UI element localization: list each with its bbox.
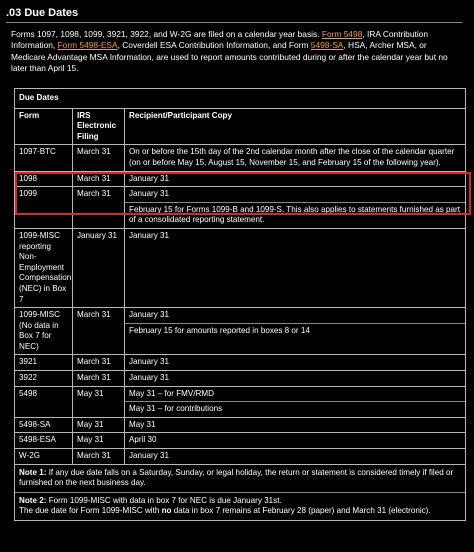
intro-text-4: , HSA, Archer MSA, or Medicare Advantage MSA Information, are used to report amounts contributed during or after the calendar year but no later than April 15. xyxy=(11,40,448,73)
form-cell: 1099 xyxy=(15,187,73,229)
note-2-line-2-a: The due date for Form 1099-MISC with xyxy=(19,506,160,516)
recipient-due-date: April 30 xyxy=(129,435,157,445)
recipient-due-date: February 15 for Forms 1099-B and 1099-S. This also applies to statements furnished as part of a consolidated reporting statement. xyxy=(125,202,465,226)
irs-filing-cell: January 31 xyxy=(73,228,125,307)
note-1 xyxy=(19,468,461,489)
recipient-cell xyxy=(125,417,466,433)
form-cell: 3922 xyxy=(15,371,73,387)
intro-text-2: , IRA Contribution Information, xyxy=(11,29,428,51)
form-cell: 1097-BTC xyxy=(15,145,73,171)
irs-filing-cell: May 31 xyxy=(73,386,125,417)
title-divider xyxy=(6,22,462,23)
recipient-due-date: February 15 for amounts reported in boxes 8 or 14 xyxy=(125,323,465,337)
irs-filing-cell: March 31 xyxy=(73,371,125,387)
table-row xyxy=(15,187,466,229)
irs-filing-cell: May 31 xyxy=(73,433,125,449)
recipient-due-date: January 31 xyxy=(129,173,170,183)
table-row xyxy=(15,171,466,187)
form-cell: 5498-ESA xyxy=(15,433,73,449)
table-row xyxy=(15,433,466,449)
recipient-due-date: January 31 xyxy=(129,189,170,199)
irs-filing-cell: March 31 xyxy=(73,187,125,229)
table-row xyxy=(15,386,466,417)
note-2-line-2-b: data in box 7 remains at February 28 (paper) and March 31 (electronic). xyxy=(173,506,431,516)
recipient-cell xyxy=(125,355,466,371)
form-cell: 1099-MISC reporting Non-Employment Compensation (NEC) in Box 7 xyxy=(15,228,73,307)
recipient-due-date: January 31 xyxy=(129,451,170,461)
recipient-cell xyxy=(125,171,466,187)
table-row xyxy=(15,228,466,307)
irs-filing-cell: March 31 xyxy=(73,145,125,171)
intro-text-3: , Coverdell ESA Contribution Information, and Form xyxy=(117,40,309,51)
recipient-cell xyxy=(125,228,466,307)
table-caption: Due Dates xyxy=(15,89,466,109)
table-row xyxy=(15,145,466,171)
due-dates-table xyxy=(14,88,466,521)
irs-filing-cell: May 31 xyxy=(73,417,125,433)
note-2-text: Form 1099-MISC with data in box 7 for NEC is due January 31st. xyxy=(48,495,282,505)
recipient-cell xyxy=(125,386,466,417)
recipient-cell xyxy=(125,449,466,465)
recipient-cell xyxy=(125,433,466,449)
recipient-due-date: May 31 – for contributions xyxy=(125,401,465,415)
note-1-label: Note 1: xyxy=(19,467,47,477)
table-row xyxy=(15,355,466,371)
table-body xyxy=(15,145,466,464)
recipient-cell xyxy=(125,308,466,355)
irs-filing-cell: March 31 xyxy=(73,308,125,355)
table-row xyxy=(15,308,466,355)
intro-paragraph xyxy=(11,29,461,74)
intro-text-1: Forms 1097, 1098, 1099, 3921, 3922, and W-2G are filed on a calendar year basis. xyxy=(11,29,320,39)
section-title: .03 Due Dates xyxy=(6,7,79,19)
irs-filing-cell: March 31 xyxy=(73,449,125,465)
form-cell: 1098 xyxy=(15,171,73,187)
form-cell: 5498-SA xyxy=(15,417,73,433)
note-2-label: Note 2: xyxy=(19,495,47,505)
recipient-due-date: January 31 xyxy=(129,373,170,383)
recipient-cell xyxy=(125,187,466,229)
form-cell: 3921 xyxy=(15,355,73,371)
form-cell: 1099-MISC (No data in Box 7 for NEC) xyxy=(15,308,73,355)
table-row xyxy=(15,371,466,387)
irs-filing-cell: March 31 xyxy=(73,171,125,187)
recipient-due-date: January 31 xyxy=(129,357,170,367)
recipient-due-date: January 31 xyxy=(129,310,170,320)
irs-filing-cell: March 31 xyxy=(73,355,125,371)
recipient-due-date: January 31 xyxy=(129,230,170,240)
form-5498-esa-link[interactable]: Form 5498-ESA xyxy=(57,40,118,51)
note-1-text: If any due date falls on a Saturday, Sunday, or legal holiday, the return or statement is considered timely if filed or furnished on the next business day. xyxy=(19,467,454,488)
form-5498-sa-link[interactable]: 5498-SA xyxy=(310,40,344,51)
recipient-due-date: May 31 xyxy=(129,419,156,429)
header-form: Form xyxy=(15,108,73,145)
form-5498-link[interactable]: Form 5498 xyxy=(321,29,363,39)
form-cell: 5498 xyxy=(15,386,73,417)
table-row xyxy=(15,417,466,433)
note-2-line-2 xyxy=(19,506,461,517)
form-cell: W-2G xyxy=(15,449,73,465)
recipient-cell xyxy=(125,371,466,387)
header-recipient-copy: Recipient/Participant Copy xyxy=(125,108,466,145)
header-irs-electronic-filing: IRS Electronic Filing xyxy=(73,108,125,145)
note-2 xyxy=(15,492,465,517)
recipient-cell xyxy=(125,145,466,171)
note-2-line-1 xyxy=(19,496,461,507)
notes-cell xyxy=(15,464,466,520)
note-2-line-2-bold: no xyxy=(161,506,172,516)
recipient-due-date: May 31 – for FMV/RMD xyxy=(129,388,215,398)
table-row xyxy=(15,449,466,465)
recipient-due-date: On or before the 15th day of the 2nd calendar month after the close of the calendar quarter (on or before May 15, August 15, November 15, and February 15 of the following year). xyxy=(129,147,455,167)
